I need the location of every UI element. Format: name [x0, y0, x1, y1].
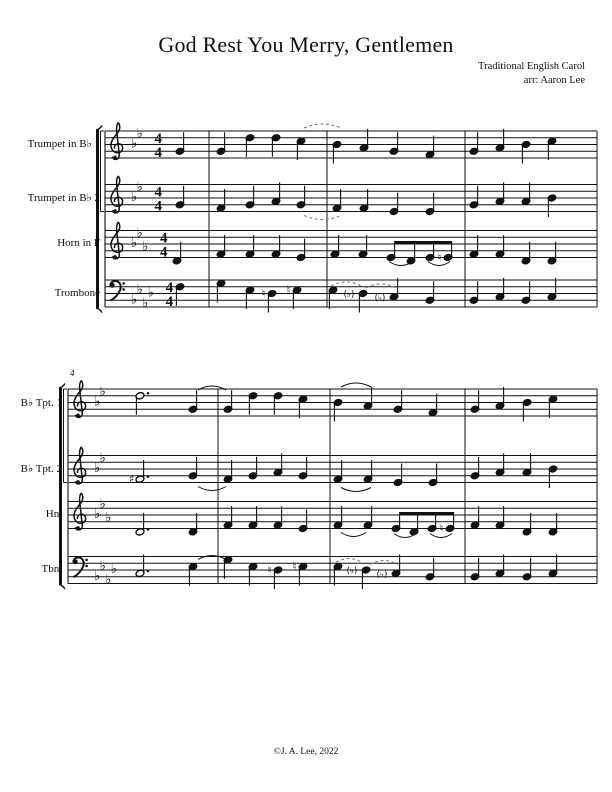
- slur: [198, 487, 226, 491]
- eighth-note-beam: [399, 512, 454, 515]
- flat-sign-icon: ♭: [105, 572, 112, 588]
- treble-clef-icon: [113, 176, 120, 213]
- time-signature: 4: [160, 230, 168, 247]
- staff-label-trumpet-in-b-2: Trumpet in B♭ 2: [27, 192, 100, 204]
- bracket-hook-top: [96, 126, 102, 131]
- bass-clef-icon: [122, 288, 125, 291]
- accidental-sign: ♮: [439, 522, 444, 536]
- treble-clef-icon: [113, 209, 117, 213]
- time-signature: 4: [154, 184, 162, 201]
- accidental-sign: (♭): [343, 290, 355, 301]
- flat-sign-icon: ♭: [147, 285, 154, 301]
- slur: [341, 383, 371, 387]
- flat-sign-icon: ♭: [131, 236, 138, 252]
- flat-sign-icon: ♭: [131, 292, 138, 308]
- treble-clef-icon: [76, 480, 80, 484]
- editorial-tie-dashed: [331, 282, 361, 286]
- accidental-sign: ♮: [292, 560, 297, 574]
- flat-sign-icon: ♭: [142, 239, 149, 255]
- flat-sign-icon: ♭: [110, 562, 117, 578]
- time-signature: 4: [165, 280, 174, 296]
- flat-sign-icon: ♭: [131, 136, 138, 152]
- time-signature: 4: [165, 294, 174, 310]
- slur: [341, 488, 371, 492]
- system-bracket: [96, 130, 99, 308]
- accidental-sign: ♮: [261, 287, 266, 301]
- slur: [341, 533, 366, 537]
- flat-sign-icon: ♭: [99, 497, 106, 513]
- bass-clef-icon: [122, 282, 125, 285]
- flat-sign-icon: ♭: [131, 190, 138, 206]
- bass-clef-icon: [85, 559, 88, 562]
- bracket-hook-top: [59, 384, 65, 389]
- flat-sign-icon: ♭: [99, 558, 106, 574]
- editorial-tie-dashed: [304, 124, 341, 128]
- credit-source: Traditional English Carol: [478, 61, 585, 72]
- flat-sign-icon: ♭: [94, 394, 101, 410]
- augmentation-dot: [147, 570, 150, 573]
- flat-sign-icon: ♭: [142, 295, 149, 311]
- time-signature: 4: [154, 131, 162, 147]
- bracket-hook-bottom: [96, 308, 102, 313]
- copyright-notice: ©J. A. Lee, 2022: [273, 747, 339, 757]
- accidental-sign: (♭): [346, 566, 358, 577]
- staff-label-b-tpt-2: B♭ Tpt. 2: [20, 463, 62, 475]
- treble-clef-icon: [113, 222, 120, 259]
- system-bracket: [59, 388, 62, 585]
- editorial-tie-dashed: [336, 559, 362, 563]
- staff-label-trumpet-in-b-1: Trumpet in B♭ 1: [27, 138, 100, 150]
- treble-clef-icon: [113, 156, 117, 160]
- editorial-tie-dashed: [370, 561, 398, 565]
- augmentation-dot: [147, 528, 150, 531]
- flat-sign-icon: ♭: [136, 180, 143, 196]
- augmentation-dot: [147, 475, 150, 478]
- treble-clef-icon: [113, 255, 117, 259]
- treble-clef-icon: [113, 123, 120, 160]
- flat-sign-icon: ♭: [136, 282, 143, 298]
- treble-clef-icon: [76, 526, 80, 530]
- treble-clef-icon: [76, 447, 83, 484]
- staff-label-b-tpt-1: B♭ Tpt. 1: [20, 396, 62, 409]
- credit-arranger: arr: Aaron Lee: [523, 75, 585, 86]
- editorial-tie-dashed: [304, 216, 341, 220]
- flat-sign-icon: ♭: [136, 226, 143, 242]
- time-signature: 4: [154, 145, 162, 161]
- editorial-tie-dashed: [366, 284, 396, 288]
- treble-clef-icon: [76, 493, 83, 530]
- treble-clef-icon: [76, 381, 83, 418]
- flat-sign-icon: ♭: [94, 461, 101, 477]
- flat-sign-icon: ♭: [99, 384, 106, 400]
- accidental-sign: ♮: [437, 251, 442, 265]
- treble-clef-icon: [76, 414, 80, 418]
- staff-label-hn-: Hn.: [45, 508, 62, 520]
- measure-number: 4: [70, 368, 75, 378]
- bass-clef-icon: [85, 565, 88, 568]
- augmentation-dot: [147, 392, 150, 395]
- accidental-sign: ♯: [128, 472, 135, 486]
- eighth-note-beam: [394, 241, 452, 244]
- time-signature: 4: [160, 244, 168, 261]
- accidental-sign: ♮: [286, 283, 291, 297]
- flat-sign-icon: ♭: [94, 568, 101, 584]
- accidental-sign: (♭): [374, 293, 386, 304]
- time-signature: 4: [154, 198, 162, 215]
- staff-label-horn-in-f: Horn in F: [57, 237, 100, 249]
- staff-label-trombone: Trombone: [54, 286, 100, 299]
- staff-label-tbn-: Tbn.: [41, 563, 62, 575]
- accidental-sign: (♭): [376, 569, 388, 580]
- flat-sign-icon: ♭: [94, 507, 101, 523]
- flat-sign-icon: ♭: [136, 126, 143, 142]
- flat-sign-icon: ♭: [99, 451, 106, 467]
- flat-sign-icon: ♭: [105, 510, 112, 526]
- bracket-hook-bottom: [59, 585, 65, 590]
- accidental-sign: ♮: [267, 563, 272, 577]
- page-title: God Rest You Merry, Gentlemen: [158, 32, 454, 57]
